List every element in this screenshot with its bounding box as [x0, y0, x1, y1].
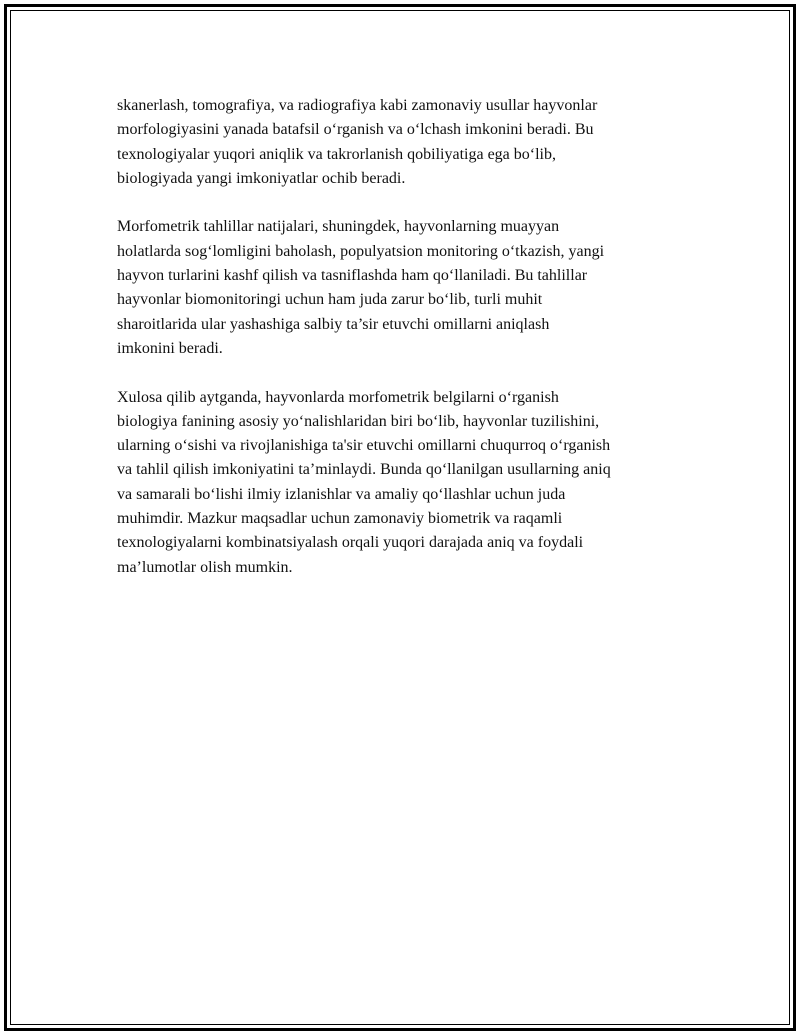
paragraph-3: Xulosa qilib aytganda, hayvonlarda morfometrik belgilarni o‘rganish biologiya fanining asosiy yo‘nalishlaridan biri bo‘lib, hayvonlar tuzilishini, ularning o‘sishi va rivojlanishiga ta'sir etuvchi omillarni chuqurroq o‘rganish va tahlil qilish imkoniyatini ta’minlaydi. Bunda qo‘llanilgan usullarning aniq va samarali bo‘lishi ilmiy izlanishlar va amaliy qo‘llashlar uchun juda muhimdir. Mazkur maqsadlar uchun zamonaviy biometrik va raqamli texnologiyalarni kombinatsiyalash orqali yuqori darajada aniq va foydali ma’lumotlar olish mumkin.: [117, 388, 611, 576]
document-body: [117, 94, 707, 604]
paragraph-1: skanerlash, tomografiya, va radiografiya kabi zamonaviy usullar hayvonlar morfologiyasini yanada batafsil o‘rganish va o‘lchash imkonini beradi. Bu texnologiyalar yuqori aniqlik va takrorlanish qobiliyatiga ega bo‘lib, biologiyada yangi imkoniyatlar ochib beradi.: [117, 97, 598, 187]
paragraph-2: Morfometrik tahlillar natijalari, shuningdek, hayvonlarning muayyan holatlarda sog‘lomligini baholash, populyatsion monitoring o‘tkazish, yangi hayvon turlarini kashf qilish va tasniflashda ham qo‘llaniladi. Bu tahlillar hayvonlar biomonitoringi uchun ham juda zarur bo‘lib, turli muhit sharoitlarida ular yashashiga salbiy ta’sir etuvchi omillarni aniqlash imkonini beradi.: [117, 218, 605, 357]
